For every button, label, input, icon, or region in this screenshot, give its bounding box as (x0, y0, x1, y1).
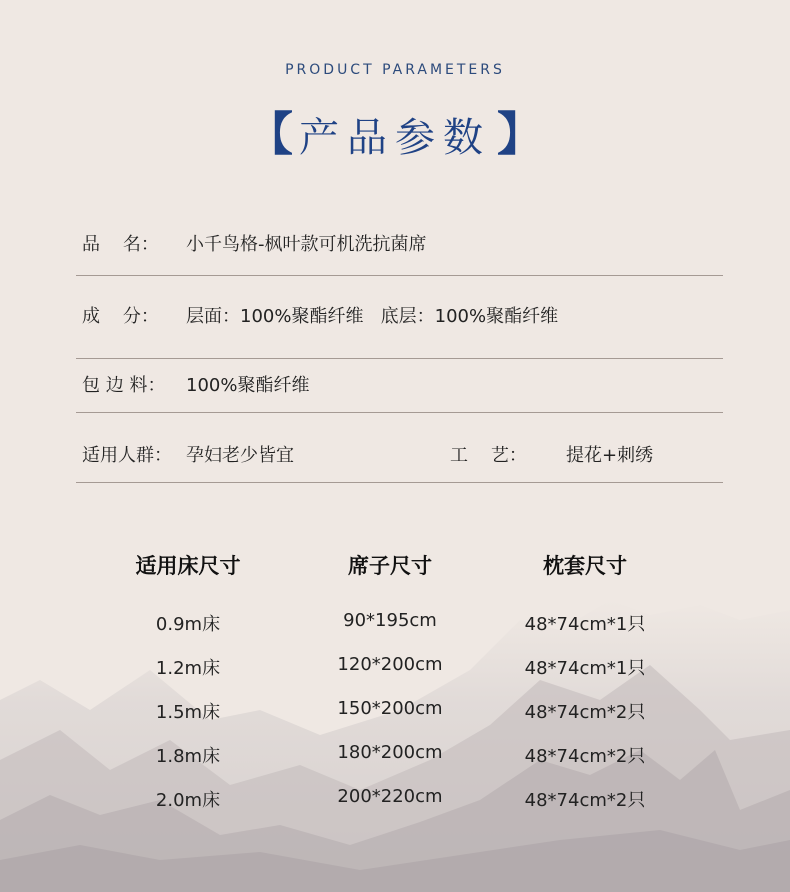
table-header: 枕套尺寸 (543, 554, 627, 578)
section-subtitle: PRODUCT PARAMETERS (285, 62, 505, 78)
table-cell: 48*74cm*1只 (524, 614, 646, 635)
table-cell: 1.8m床 (155, 746, 221, 767)
divider (76, 358, 723, 359)
divider (76, 482, 723, 483)
divider (76, 412, 723, 413)
title-bracket-right: 】 (497, 107, 543, 161)
title-bracket-left: 【 (247, 107, 293, 161)
table-cell: 48*74cm*2只 (524, 790, 646, 811)
param-row-composition (82, 302, 722, 328)
section-title (0, 104, 790, 164)
table-cell: 0.9m床 (155, 614, 221, 635)
table-cell: 120*200cm (337, 654, 443, 675)
divider (76, 275, 723, 276)
table-cell: 48*74cm*1只 (524, 658, 646, 679)
table-cell: 1.5m床 (155, 702, 221, 723)
table-cell: 48*74cm*2只 (524, 702, 646, 723)
param-row-audience-craft (82, 441, 722, 467)
table-header: 席子尺寸 (348, 554, 432, 578)
param-value: 层面：100%聚酯纤维 底层：100%聚酯纤维 (186, 306, 559, 327)
table-cell: 150*200cm (337, 698, 443, 719)
table-cell: 200*220cm (337, 786, 443, 807)
table-header: 适用床尺寸 (135, 554, 241, 578)
param-label: 工 艺： (450, 445, 527, 466)
param-row-name (82, 230, 722, 256)
param-label: 适用人群： (82, 445, 172, 466)
table-cell: 180*200cm (337, 742, 443, 763)
param-value: 孕妇老少皆宜 (186, 445, 294, 466)
table-cell: 48*74cm*2只 (524, 746, 646, 767)
table-cell: 2.0m床 (155, 790, 221, 811)
param-value: 100%聚酯纤维 (186, 375, 310, 396)
table-cell: 1.2m床 (155, 658, 221, 679)
param-row-edging (82, 371, 722, 397)
table-cell: 90*195cm (343, 610, 437, 631)
param-label: 品 名： (82, 234, 159, 255)
page-title: 产品参数 (299, 114, 491, 161)
param-label: 包 边 料： (82, 375, 166, 396)
param-value: 小千鸟格-枫叶款可机洗抗菌席 (186, 234, 427, 255)
param-value: 提花+刺绣 (566, 445, 654, 466)
param-label: 成 分： (82, 306, 159, 327)
